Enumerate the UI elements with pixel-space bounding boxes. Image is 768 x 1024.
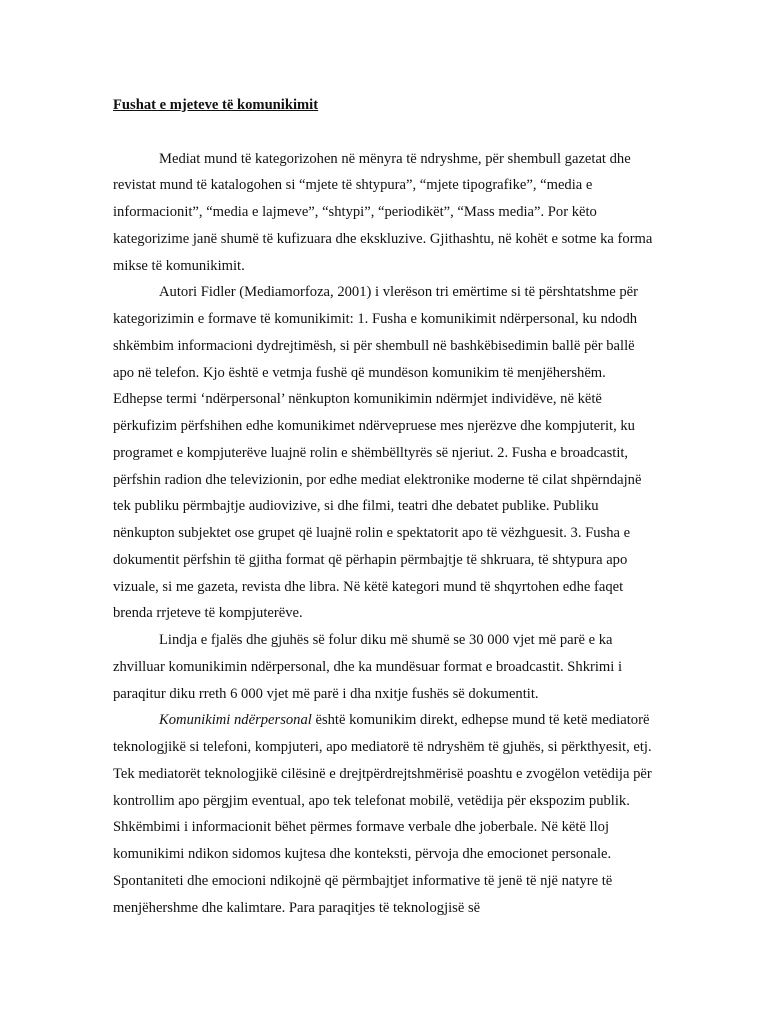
paragraph-interpersonal-text: është komunikim direkt, edhepse mund të ketë mediatorë teknologjikë si telefoni, kompjuteri, apo mediatorë të ndryshëm të gjuhës, si përkthyesit, etj. Tek mediatorët teknologjikë cilësinë e drejtpërdrejtshmërisë poashtu e zvogëlon vetëdija për kontrollim apo përgjim eventual, apo tek telefonat mobilë, vetëdija për ekspozim publik. Shkëmbimi i informacionit bëhet përmes formave verbale dhe joberbale. Në këtë lloj komunikimi ndikon sidomos kujtesa dhe konteksti, përvoja dhe emocionet personale. Spontaniteti dhe emocioni ndikojnë që përmbajtjet informative të jenë të një natyre të menjëhershme dhe kalimtare. Para paraqitjes të teknologjisë së xyxy=(113,712,652,916)
emphasis-term: Komunikimi ndërpersonal xyxy=(159,712,312,729)
paragraph-interpersonal xyxy=(113,707,653,921)
paragraph-media-categories: Mediat mund të kategorizohen në mënyra të ndryshme, për shembull gazetat dhe revistat mund të katalogohen si “mjete të shtypura”, “mjete tipografike”, “media e informacionit”, “media e lajmeve”, “shtypi”, “periodikët”, “Mass media”. Por këto kategorizime janë shumë të kufizuara dhe ekskluzive. Gjithashtu, në kohët e sotme ka forma mikse të komunikimit. xyxy=(113,150,653,274)
paragraph-fidler: Autori Fidler (Mediamorfoza, 2001) i vlerëson tri emërtime si të përshtatshme për kategorizimin e formave të komunikimit: 1. Fusha e komunikimit ndërpersonal, ku ndodh shkëmbim informacioni dydrejtimësh, si për shembull në bashkëbisedimin ballë për ballë apo në telefon. Kjo është e vetmja fushë që mundëson komunikim të menjëhershëm. Edhepse termi ‘ndërpersonal’ nënkupton komunikimin ndërmjet individëve, në këtë përkufizim përfshihen edhe komunikimet ndërvepruese mes njerëzve dhe kompjuterit, ku programet e kompjuterëve luajnë rolin e shëmbëlltyrës së njeriut. 2. Fusha e broadcastit, përfshin radion dhe televizionin, por edhe mediat elektronike moderne të cilat shpërndajnë tek publiku përmbajtje audiovizive, si dhe filmi, teatri dhe debatet publike. Publiku nënkupton subjektet ose grupet që luajnë rolin e spektatorit apo të vëzhguesit. 3. Fusha e dokumentit përfshin të gjitha format që përhapin përmbajtje të shkruara, të shtypura apo vizuale, si me gazeta, revista dhe libra. Në këtë kategori mund të shqyrtohen edhe faqet brenda rrjeteve të kompjuterëve. xyxy=(113,284,642,622)
document-body xyxy=(113,92,653,921)
paragraph-origin-of-speech: Lindja e fjalës dhe gjuhës së folur diku më shumë se 30 000 vjet më parë e ka zhvilluar komunikimin ndërpersonal, dhe ka mundësuar format e broadcastit. Shkrimi i paraqitur diku rreth 6 000 vjet më parë i dha nxitje fushës së dokumentit. xyxy=(113,632,623,702)
document-title: Fushat e mjeteve të komunikimit xyxy=(113,97,319,113)
